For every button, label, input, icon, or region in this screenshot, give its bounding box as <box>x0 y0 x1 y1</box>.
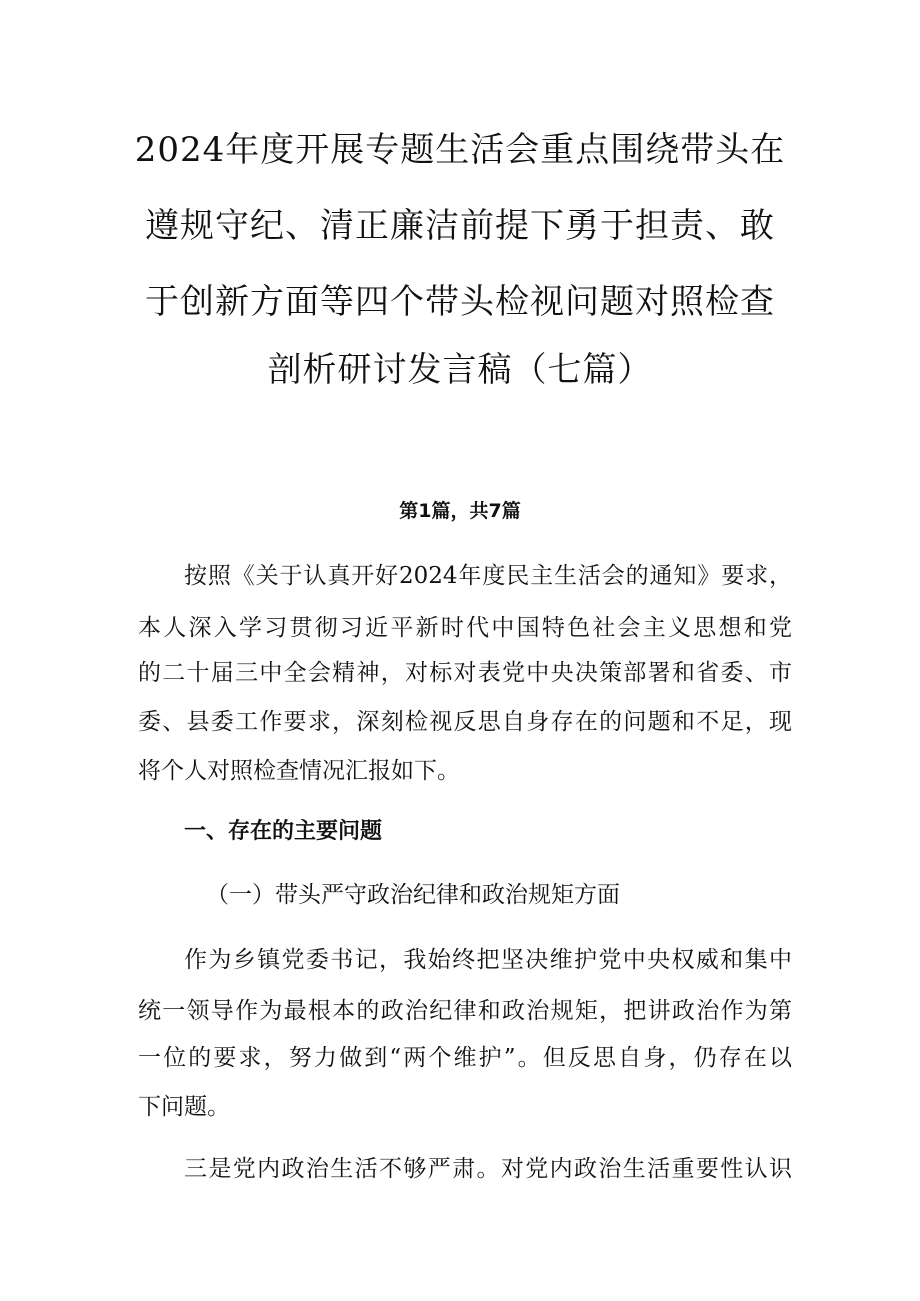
subsection-heading: （一）带头严守政治纪律和政治规矩方面 <box>206 882 620 908</box>
paragraph2-line-2: 统一领导作为最根本的政治纪律和政治规矩，把讲政治作为第 <box>138 998 792 1024</box>
intro-line-2: 本人深入学习贯彻习近平新时代中国特色社会主义思想和党 <box>138 615 792 641</box>
title-line-2: 遵规守纪、清正廉洁前提下勇于担责、敢 <box>145 206 775 246</box>
title-line-1: 2024年度开展专题生活会重点围绕带头在 <box>134 130 786 170</box>
paragraph2-line-1: 作为乡镇党委书记，我始终把坚决维护党中央权威和集中 <box>184 947 792 973</box>
article-counter: 第1篇，共7篇 <box>399 500 521 522</box>
title-line-3: 于创新方面等四个带头检视问题对照检查 <box>145 282 775 322</box>
intro-line-3: 的二十届三中全会精神，对标对表党中央决策部署和省委、市 <box>138 660 792 686</box>
intro-line-1: 按照《关于认真开好2024年度民主生活会的通知》要求， <box>184 563 792 589</box>
paragraph3-line-1: 三是党内政治生活不够严肃。对党内政治生活重要性认识 <box>184 1156 792 1182</box>
paragraph2-line-4: 下问题。 <box>138 1094 230 1120</box>
intro-line-4: 委、县委工作要求，深刻检视反思自身存在的问题和不足，现 <box>138 709 792 735</box>
title-line-4: 剖析研讨发言稿（七篇） <box>267 350 653 390</box>
paragraph2-line-3: 一位的要求，努力做到“两个维护”。但反思自身，仍存在以 <box>138 1045 792 1071</box>
intro-line-5: 将个人对照检查情况汇报如下。 <box>138 758 460 784</box>
section-heading: 一、存在的主要问题 <box>184 819 383 844</box>
